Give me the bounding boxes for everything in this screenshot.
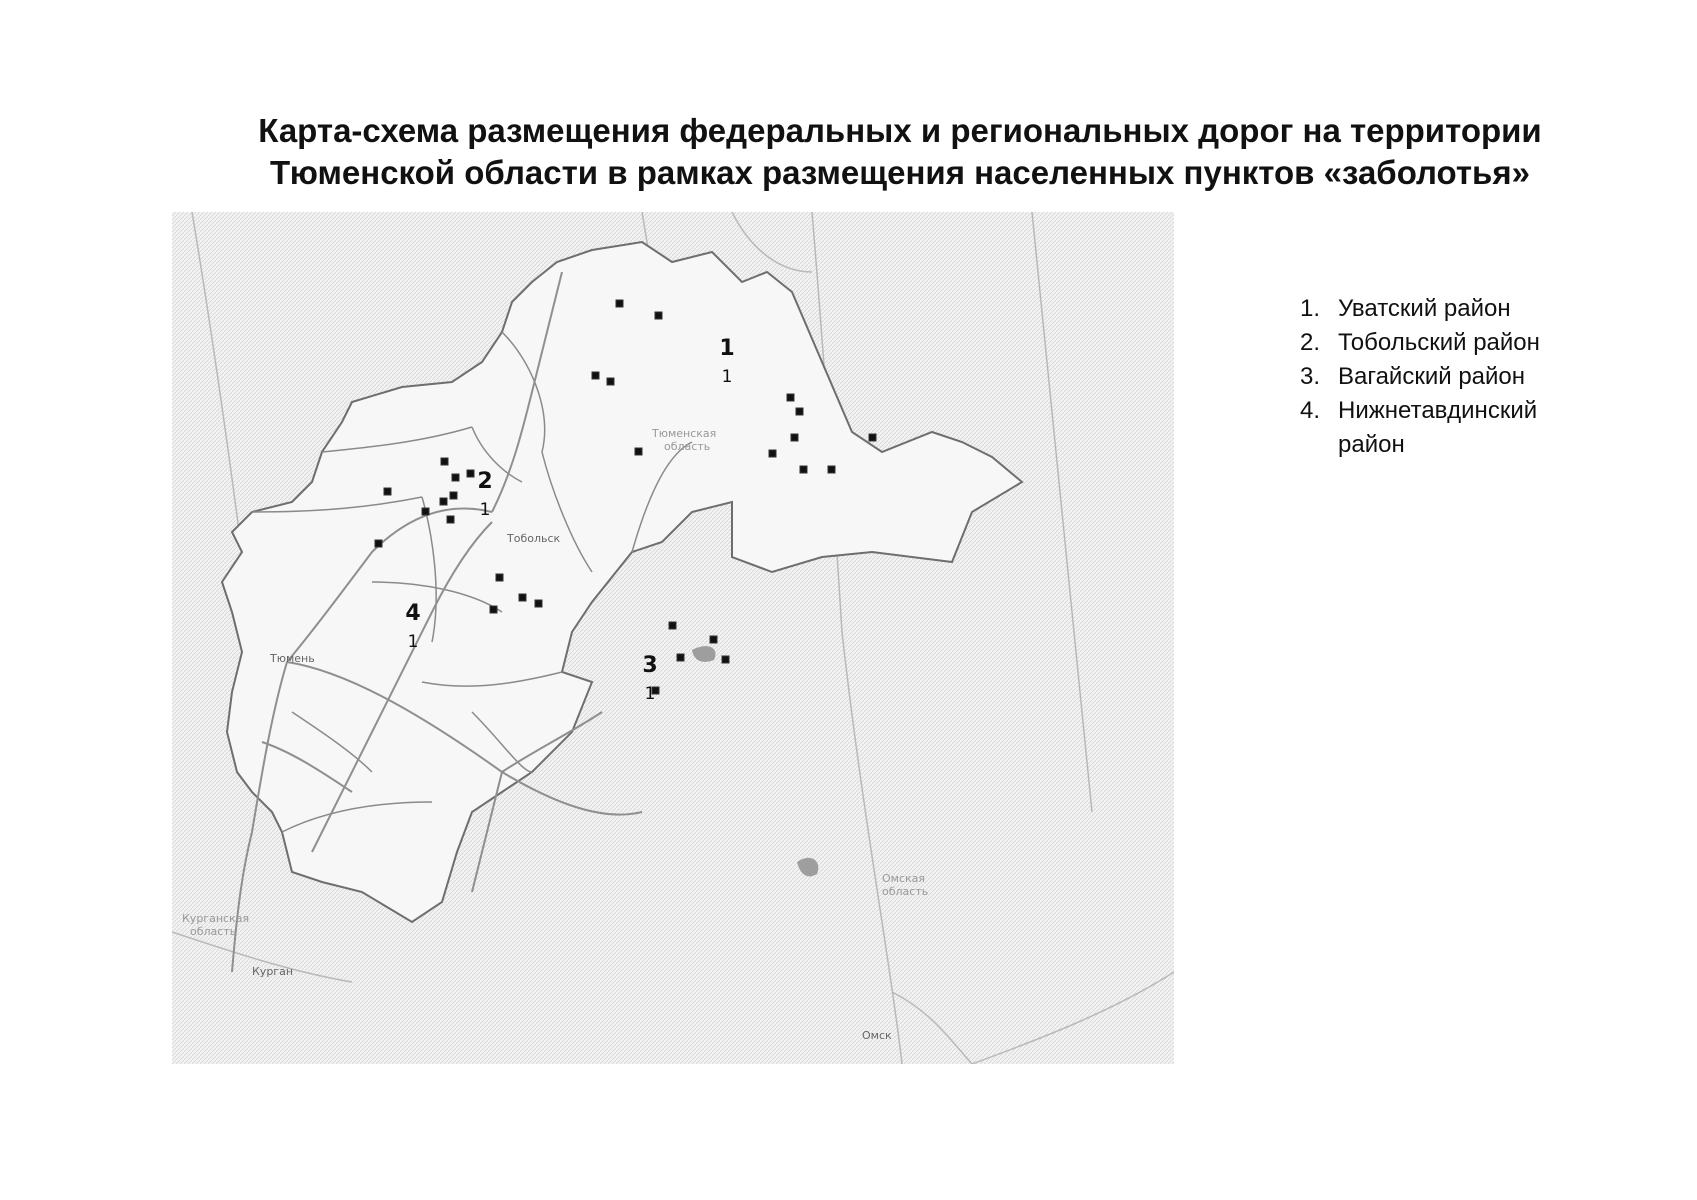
legend-label: Уватский район [1338, 295, 1511, 322]
kurgan-oblast-label-2: область [190, 925, 237, 938]
legend-item-4 [1300, 394, 1600, 462]
region-map[interactable] [172, 212, 1174, 1064]
tyumen-oblast-label-2: область [664, 440, 711, 453]
kurgan-oblast-label-1: Курганская [182, 912, 250, 925]
map-title-line-2: Тюменской области в рамках размещения населенных пунктов «заболотья» [270, 154, 1530, 191]
region-2-sublabel: 1 [479, 500, 491, 520]
legend-number: 2. [1300, 329, 1321, 356]
legend-item-2 [1300, 326, 1600, 360]
tyumen-label: Тюмень [270, 652, 315, 665]
region-2-number: 2 [477, 469, 493, 494]
omsk-label: Омск [862, 1029, 892, 1042]
legend-number: 4. [1300, 397, 1321, 424]
kurgan-label: Курган [252, 965, 294, 978]
legend-label: Нижнетавдинский район [1338, 397, 1538, 458]
map-title-line-1: Карта-схема размещения федеральных и региональных дорог на территории [258, 112, 1542, 149]
legend-item-3 [1300, 360, 1600, 394]
region-3-number: 3 [642, 653, 658, 678]
region-4-number: 4 [405, 601, 421, 626]
omsk-oblast-label-2: область [882, 885, 929, 898]
region-4-sublabel: 1 [407, 632, 419, 652]
region-1-sublabel: 1 [721, 367, 733, 387]
legend-item-1 [1300, 292, 1600, 326]
tobolsk-label: Тобольск [507, 532, 561, 545]
tyumen-oblast-label-1: Тюменская [652, 427, 717, 440]
legend-label: Тобольский район [1338, 329, 1540, 356]
legend [1300, 292, 1600, 462]
legend-number: 1. [1300, 295, 1321, 322]
legend-number: 3. [1300, 363, 1321, 390]
region-3-sublabel: 1 [644, 684, 656, 704]
omsk-oblast-label-1: Омская [882, 872, 926, 885]
legend-label: Вагайский район [1338, 363, 1526, 390]
region-1-number: 1 [719, 336, 735, 361]
